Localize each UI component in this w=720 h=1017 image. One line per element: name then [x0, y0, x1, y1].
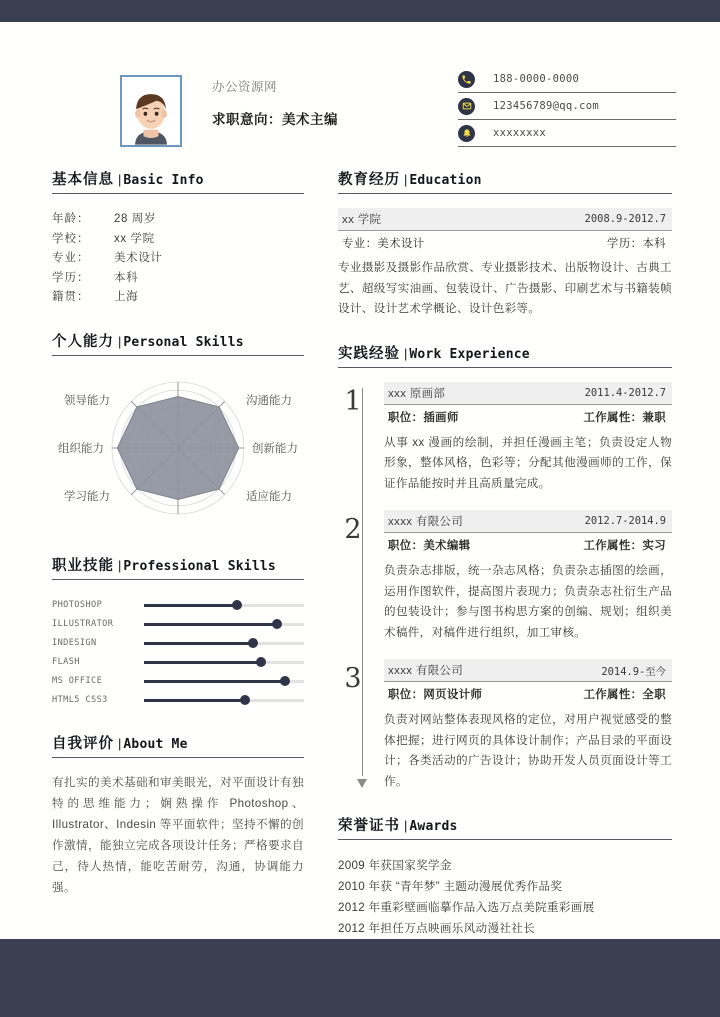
skill-track-fill — [144, 699, 245, 702]
avatar — [120, 75, 182, 147]
info-value: xx 学院 — [114, 232, 155, 245]
education-period: 2008.9-2012.7 — [584, 213, 666, 225]
job-objective: 求职意向：美术主编 — [212, 112, 338, 127]
work-item — [344, 659, 672, 792]
work-position: 职位：美术编辑 — [388, 540, 471, 552]
work-description: 从事 xx 漫画的绘制，并担任漫画主笔；负责设定人物形象，整体风格，色彩等；分配其他漫画师的工作，保证作品能按时并且高质量完成。 — [384, 435, 672, 490]
work-position: 职位：网页设计师 — [388, 689, 483, 701]
contact-value-award: xxxxxxxx — [493, 127, 546, 139]
skill-track — [144, 676, 304, 686]
section-title-en: Education — [409, 173, 482, 188]
info-value: 28 周岁 — [114, 213, 156, 225]
work-company-row — [384, 382, 672, 405]
work-position-row — [384, 682, 672, 706]
education-degree: 学历：本科 — [607, 238, 666, 250]
education-courses: 专业摄影及摄影作品欣赏、专业摄影技术、出版物设计、古典工艺、超级写实油画、包装设计、广告摄影、印刷艺术与书籍装帧设计、设计艺术学概论、设计色彩等。 — [338, 261, 672, 315]
work-nature: 工作属性：实习 — [583, 540, 666, 552]
skill-label: MS OFFICE — [52, 676, 103, 686]
section-header-work-experience — [338, 342, 672, 368]
section-title-cn: 基本信息 — [52, 172, 114, 188]
skill-track — [144, 657, 304, 667]
contact-row-award — [458, 120, 676, 147]
section-title-en: Personal Skills — [123, 334, 244, 350]
section-header-professional-skills — [52, 554, 304, 580]
skill-bar-row — [52, 653, 304, 672]
skill-track-fill — [144, 642, 253, 645]
info-value: 上海 — [114, 291, 139, 303]
contact-value-email: 123456789@qq.com — [493, 100, 599, 112]
education-entry — [338, 208, 672, 320]
section-header-education — [338, 168, 672, 194]
section-work-experience — [338, 342, 672, 793]
skill-bar-row — [52, 691, 304, 710]
contact-value-phone: 188-0000-0000 — [493, 73, 580, 85]
skill-label: HTML5 CSS3 — [52, 695, 108, 705]
section-about-me — [52, 732, 304, 898]
radar-polygon — [117, 396, 238, 499]
info-label: 学校： — [52, 232, 90, 245]
info-label: 学历： — [52, 271, 90, 284]
work-company: xxxx 有限公司 — [388, 516, 464, 528]
skill-level-knob — [272, 619, 282, 629]
skill-level-knob — [248, 638, 258, 648]
timeline-line — [362, 388, 363, 777]
skill-level-knob — [280, 676, 290, 686]
award-item: 2010 年获 “青年梦” 主题动漫展优秀作品奖 — [338, 880, 563, 893]
list-item — [52, 249, 304, 269]
section-separator: | — [118, 172, 122, 187]
avatar-illustration — [122, 77, 180, 145]
radar-axis-label: 适应能力 — [246, 488, 292, 503]
education-major: 专业：美术设计 — [342, 238, 425, 250]
skill-label: FLASH — [52, 657, 80, 667]
work-item — [344, 510, 672, 643]
section-title-en: Basic Info — [123, 173, 204, 188]
timeline-arrow-icon — [357, 779, 367, 788]
section-professional-skills — [52, 554, 304, 710]
work-period: 2014.9-至今 — [601, 665, 666, 678]
section-separator: | — [404, 818, 408, 833]
work-item-number: 3 — [344, 663, 362, 694]
work-item-number: 2 — [344, 514, 362, 545]
section-title-cn: 实践经验 — [338, 345, 400, 362]
skill-track — [144, 600, 304, 610]
skill-level-knob — [232, 600, 242, 610]
skill-bar-row — [52, 672, 304, 691]
work-position-row — [384, 533, 672, 557]
education-school: xx 学院 — [342, 214, 382, 226]
work-company: xxx 原画部 — [388, 387, 446, 400]
section-separator: | — [404, 345, 408, 361]
section-title-cn: 自我评价 — [52, 735, 114, 752]
education-school-row — [338, 208, 672, 231]
page-top-bar — [0, 0, 720, 22]
radar-axis-label: 组织能力 — [58, 440, 104, 455]
skill-bar-row — [52, 596, 304, 615]
section-title-cn: 荣誉证书 — [338, 818, 400, 834]
section-title-cn: 职业技能 — [52, 557, 114, 574]
right-column — [338, 168, 672, 961]
work-position-row — [384, 405, 672, 429]
section-education — [338, 168, 672, 320]
info-label: 籍贯： — [52, 291, 90, 303]
section-header-basic-info — [52, 168, 304, 194]
section-title-en: About Me — [123, 736, 188, 752]
section-header-personal-skills — [52, 330, 304, 356]
skill-track — [144, 619, 304, 629]
info-label: 专业： — [52, 252, 90, 264]
work-timeline — [338, 382, 672, 793]
radar-chart — [52, 364, 304, 532]
skill-bar-row — [52, 615, 304, 634]
contact-row-phone — [458, 66, 676, 93]
skill-track — [144, 638, 304, 648]
skill-bar-row — [52, 634, 304, 653]
skill-track — [144, 695, 304, 705]
skill-label: ILLUSTRATOR — [52, 619, 114, 629]
email-icon — [458, 98, 475, 115]
skill-track-fill — [144, 623, 277, 626]
section-separator: | — [118, 557, 122, 573]
list-item — [52, 230, 304, 250]
section-title-en: Professional Skills — [123, 558, 276, 574]
section-basic-info — [52, 168, 304, 308]
work-position: 职位：插画师 — [388, 411, 459, 424]
work-period: 2012.7-2014.9 — [584, 515, 666, 527]
radar-axis-label: 领导能力 — [64, 392, 110, 407]
list-item — [52, 210, 304, 230]
section-separator: | — [118, 333, 122, 349]
award-item: 2009 年获国家奖学金 — [338, 859, 452, 872]
work-item-list — [344, 382, 672, 793]
skill-track-fill — [144, 680, 285, 683]
left-column — [52, 168, 304, 920]
skill-level-knob — [256, 657, 266, 667]
resume-header — [0, 22, 720, 162]
section-separator: | — [404, 172, 408, 187]
education-detail-row — [338, 231, 672, 255]
work-period: 2011.4-2012.7 — [584, 386, 666, 399]
work-company-row — [384, 510, 672, 533]
basic-info-list — [52, 210, 304, 308]
awards-list — [338, 855, 672, 939]
work-item — [344, 382, 672, 495]
section-header-about-me — [52, 732, 304, 758]
radar-axis-label: 沟通能力 — [246, 392, 292, 407]
skill-track-fill — [144, 661, 261, 664]
skill-label: INDESIGN — [52, 638, 97, 648]
section-title-cn: 个人能力 — [52, 333, 114, 350]
info-label: 年龄： — [52, 213, 90, 225]
work-nature: 工作属性：兼职 — [583, 411, 666, 424]
work-company-row — [384, 659, 672, 682]
list-item — [52, 269, 304, 289]
skill-track-fill — [144, 604, 237, 607]
section-title-en: Work Experience — [409, 346, 530, 362]
section-title-en: Awards — [409, 819, 458, 834]
section-awards — [338, 814, 672, 939]
section-header-awards — [338, 814, 672, 840]
info-value: 本科 — [114, 271, 139, 284]
about-me-text: 有扎实的美术基础和审美眼光，对平面设计有独特的思维能力；娴熟操作 Photoshop、Illustrator、Indesin 等平面软件；坚持不懈的创作激情，能独立完成各项设计任务；严格要求自己，待人热情，能吃苦耐劳，沟通，协调能力强。 — [52, 775, 304, 894]
contact-list — [458, 66, 676, 147]
radar-chart-svg — [52, 364, 304, 532]
award-item: 2012 年重彩壁画临摹作品入选万点美院重彩画展 — [338, 901, 595, 914]
radar-axis-label: 学习能力 — [64, 488, 110, 503]
award-item: 2012 年担任万点映画乐风动漫社社长 — [338, 922, 536, 935]
section-personal-skills — [52, 330, 304, 532]
skill-label: PHOTOSHOP — [52, 600, 103, 610]
info-value: 美术设计 — [114, 252, 163, 264]
skill-bar-list — [52, 596, 304, 710]
award-bell-icon — [458, 125, 475, 142]
skill-level-knob — [240, 695, 250, 705]
contact-row-email — [458, 93, 676, 120]
header-titles — [212, 77, 442, 128]
work-description: 负责杂志排版，统一杂志风格；负责杂志插图的绘画，运用作图软件，提高图片表现力；负责杂志社衍生产品的包装设计；参与图书构思方案的创编、规划；组织美术稿件，对稿件进行组织，加工审核。 — [384, 564, 672, 639]
phone-icon — [458, 71, 475, 88]
list-item — [52, 288, 304, 308]
work-company: xxxx 有限公司 — [388, 665, 464, 677]
section-separator: | — [118, 735, 122, 751]
work-nature: 工作属性：全职 — [583, 689, 666, 701]
site-name: 办公资源网 — [212, 80, 278, 94]
work-description: 负责对网站整体表现风格的定位，对用户视觉感受的整体把握；进行网页的具体设计制作；产品目录的平面设计；各类活动的广告设计；协助开发人员页面设计等工作。 — [384, 713, 672, 788]
radar-axis-label: 创新能力 — [252, 440, 298, 455]
section-title-cn: 教育经历 — [338, 172, 400, 188]
work-item-number: 1 — [344, 385, 362, 417]
